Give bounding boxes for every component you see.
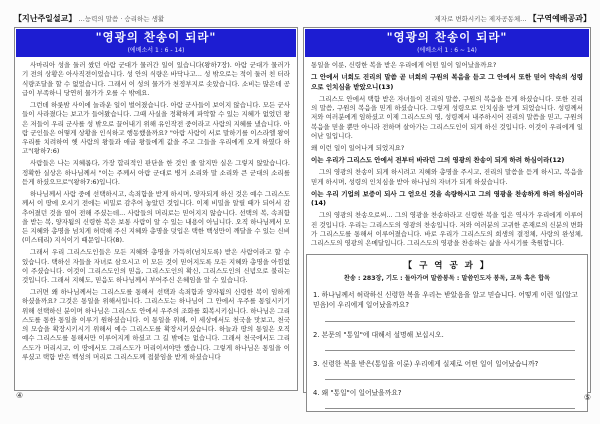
right-page-number: ⑤ (583, 393, 591, 402)
sermon-paragraph: 하나님께서 사람 중에 선택하시고, 속죄함을 받게 하시며, 양자되게 하신 것은 예수 그리스도께서 이 땅에 오시기 전에는 비밀로 감추어 놓았던 것입니다. 이제 비밀을 알릴 때가 되어서 감추어졌던 것을 열어 전해 주셨는데... 사람들의 머리로는 믿어지지 않습니다. 선택의 복, 속죄함을 받는 복, 양자됨의 신령한 복은 보통 사람이 알 수 있는 내용이 아닙니다. 오직 하나님께서 모든 지혜와 총명을 넘치게 허락해 주신 지혜와 총명을 덧입은 택한 백성만이 깨달을 수 있는 신비(미스테리) 지식이기 때문입니다(8). (22, 190, 290, 245)
right-sermon-title-banner (305, 29, 589, 57)
answer-blank-line (325, 340, 575, 351)
worksheet-question-4 (313, 388, 581, 409)
sermon-title: "영광의 찬송이 되라" (95, 30, 217, 44)
study-scripture-ref: (에베소서 1 : 6 ~ 14) (417, 47, 477, 55)
left-page (14, 12, 298, 400)
left-section-label: 【지난주일설교】 (14, 14, 77, 23)
sermon-paragraph: 사마리아 성을 둘러 쌌던 아람 군대가 물러간 일이 있습니다(왕하7장). 아람 군대가 물러가기 전의 상황은 아사직전이었습니다. 성 안의 식량은 바닥나고... 성 밖으로는 적이 둘러 친 터라 식량조달을 할 수 없었습니다. 그래서 이 성의 물가가 천정부지로 솟았습니다. 소비는 많은데 공급이 부족하니 당연히 물가가 오를 수 밖에요. (22, 61, 290, 97)
study-paragraph: 그의 영광의 찬송으로써... 그의 영광을 찬송하라고 신령한 복을 입은 역사가 우리에게 이루어진 것입니다. 우리는 그리스도의 영광의 찬송입니다. 저와 여러분의 고귀한 존재로의 신분의 변화가 그리스도를 통해서 이루어졌습니다. 바로 우리가 그리스도의 희생의 결정체, 사랑의 완성체, 그리스도의 영광의 은메달입니다. 그리스도의 영광을 찬송하는 삶을 사시기를 축원합니다. (311, 211, 583, 247)
question-text: 2. 본문의 "통일"에 대해서 설명해 보십시오. (313, 330, 444, 339)
sermon-paragraph: 사람들은 나는 지혜롭다, 가장 합리적인 판단을 한 것인 줄 알지만 실은 그렇지 않았습니다. 정확한 실상은 하나님께서 "이는 주께서 아람 군대로 병거 소리와 말 소리와 큰 군대의 소리를 듣게 하셨으므로"(왕하7:6)입니다. (22, 159, 290, 186)
scripture-verse-14: 이는 우리 기업의 보증이 되사 그 얻으신 것을 속량하시고 그의 영광을 찬송하게 하려 하심이라(14) (311, 189, 583, 208)
study-questions-box (306, 254, 588, 412)
study-title: "영광의 찬송이 되라" (386, 30, 508, 44)
left-sermon-title-banner (16, 29, 296, 57)
sermon-paragraph: 그런데 하룻밤 사이에 놀라운 일이 벌어졌습니다. 아람 군사들이 보이지 않습니다. 모든 군사들이 사라졌다는 보고가 들어왔습니다. 그때 사실을 정확하게 파악할 수 있는 지혜가 없었던 왕은 저들이 우리 군사를 성 밖으로 끌어내기 위해 유인작전 중이라고 사람의 지혜를 냈습니다. 아람 군인들은 어떻게 상황을 인식하고 행동했을까요? "아람 사람이 서로 말하기를 이스라엘 왕이 우리를 치려하여 헷 사람의 왕들과 애굽 왕들에게 값을 주고 그들을 우리에게 오게 하였다 하고"(왕하7:6) (22, 101, 290, 156)
worksheet-question-2 (313, 330, 581, 351)
question-text: 4. 왜 "통일"이 일어났을까요? (313, 388, 402, 397)
study-question-line: 왜 이런 일이 일어나게 되었지요? (311, 143, 405, 152)
sermon-scripture-ref: (에베소서 1 : 6 - 14) (127, 47, 185, 55)
worksheet-question-3 (313, 359, 581, 380)
answer-blank-line (325, 398, 575, 409)
sermon-paragraph: 그래서 우리 그리스도인들은 모든 지혜와 총명을 가득히(넘치도록) 받은 사람이라고 할 수 있습니다. 택하신 자들을 자녀로 삼으시고 이 모든 것이 믿어지도록 모든 지혜와 총명을 아낌없이 주셨습니다. 이것이 그리스도인의 믿음, 그리스도인의 확신, 그리스도인의 신념으로 불리는 것입니다. 그래서 지혜도, 믿음도 하나님께서 부어주신 은혜임을 알 수 있습니다. (22, 248, 290, 285)
worksheet-instructions: 찬송 : 283장, 기도 : 돌아가며 말씀봉독 : 말씀인도자 봉독, 교독 혹은 합독 (343, 275, 551, 283)
scripture-verse-12: 이는 우리가 그리스도 안에서 전부터 바라던 그의 영광의 찬송이 되게 하려 하심이라(12) (311, 156, 565, 165)
worksheet-title: 【 구 역 공 과 】 (403, 261, 491, 272)
right-section-label: 【구역예배공과】 (528, 14, 591, 23)
right-page-header (303, 12, 591, 27)
worksheet-question-1 (313, 290, 581, 321)
left-page-number: ④ (16, 391, 24, 400)
left-page-header (14, 12, 298, 27)
sermon-paragraph: 그러면 왜 하나님께서는 그리스도를 통해서 선택과 속죄함과 양자됨의 신령한 복이 임하게 하셨을까요? 그것은 통일을 위해서입니다. 그리스도는 하나님이 그 안에서 우주를 통일시키기 위해 선택하신 분이며 하나님은 그리스도 안에서 우주의 조화를 회복시키십니다. 하나님은 그리스도를 통한 통일을 이루기 원하셨습니다. 이 통일을 위해, 이 세상에서도 천국을 맛보고, 천국의 모습을 확장시키시기 위해서 예수 그리스도를 확장시키셨습니다. 하늘과 땅의 통일은 오직 예수 그리스도를 통해서만 이루어지게 하셨고 그 길 밖에는 없습니다. 그래서 천국에서도 그리스도가 머리시고, 이 땅에서도 그리스도가 머리이셔야만 했습니다. 그렇게 하나님은 통일을 이루셨고 택함 받은 백성의 머리로 그리스도께 접붙임을 받게 하셨습니다 (22, 288, 290, 361)
study-question-line: 통일을 이룬, 신령한 복을 받은 우리에게 어떤 일이 일어났을까요? (311, 61, 497, 70)
question-text: 1. 하나님께서 허락하신 신령한 복을 우리는 받았음을 알고 믿습니다. 어떻게 이런 일(알고 믿음)이 우리에게 일어났을까요? (313, 291, 578, 310)
answer-blank-line (325, 311, 575, 322)
study-paragraph: 그의 영광의 찬송이 되게 하시려고 지혜와 총명을 주시고, 진리의 말씀을 듣게 하시고, 복음을 믿게 하시며, 성령의 인치심을 받아 하나님의 자녀가 되게 하셨습니다. (311, 168, 583, 186)
left-page-frame (14, 27, 298, 391)
right-page (303, 12, 591, 402)
answer-blank-line (325, 369, 575, 380)
study-paragraph: 그리스도 안에서 택함 받은 자녀들이 진리의 말씀, 구원의 복음을 듣게 하셨습니다. 또한 진리의 말씀, 구원의 복음을 믿게 하셨습니다. 그렇게 성령으로 인치심을 받게 되었습니다. 성령께서 저와 여러분에게 임하셨고 이제 그리스도의 영, 성령께서 내주하시어 진리의 말씀을 믿고, 구원의 복음을 믿을 뿐만 아니라 전하며 살아가는 그리스도인이 되게 하신 것입니다. 이것이 우리에게 일어난 일입니다. (311, 94, 583, 140)
question-text: 3. 신령한 복을 받은(통일을 이룬) 우리에게 실제로 어떤 일이 일어났습니까? (313, 359, 539, 368)
study-body-text (304, 58, 590, 253)
scripture-verse-13: 그 안에서 너희도 진리의 말씀 곧 너희의 구원의 복음을 듣고 그 안에서 또한 믿어 약속의 성령으로 인치심을 받았으니(13) (311, 73, 583, 91)
right-page-frame (303, 27, 591, 397)
left-section-tagline: ...능력의 말씀 · 승리하는 생활 (78, 15, 165, 23)
sermon-body-text (15, 58, 297, 367)
right-section-tagline: 제자로 변화시키는 제자공동체... (434, 15, 527, 23)
